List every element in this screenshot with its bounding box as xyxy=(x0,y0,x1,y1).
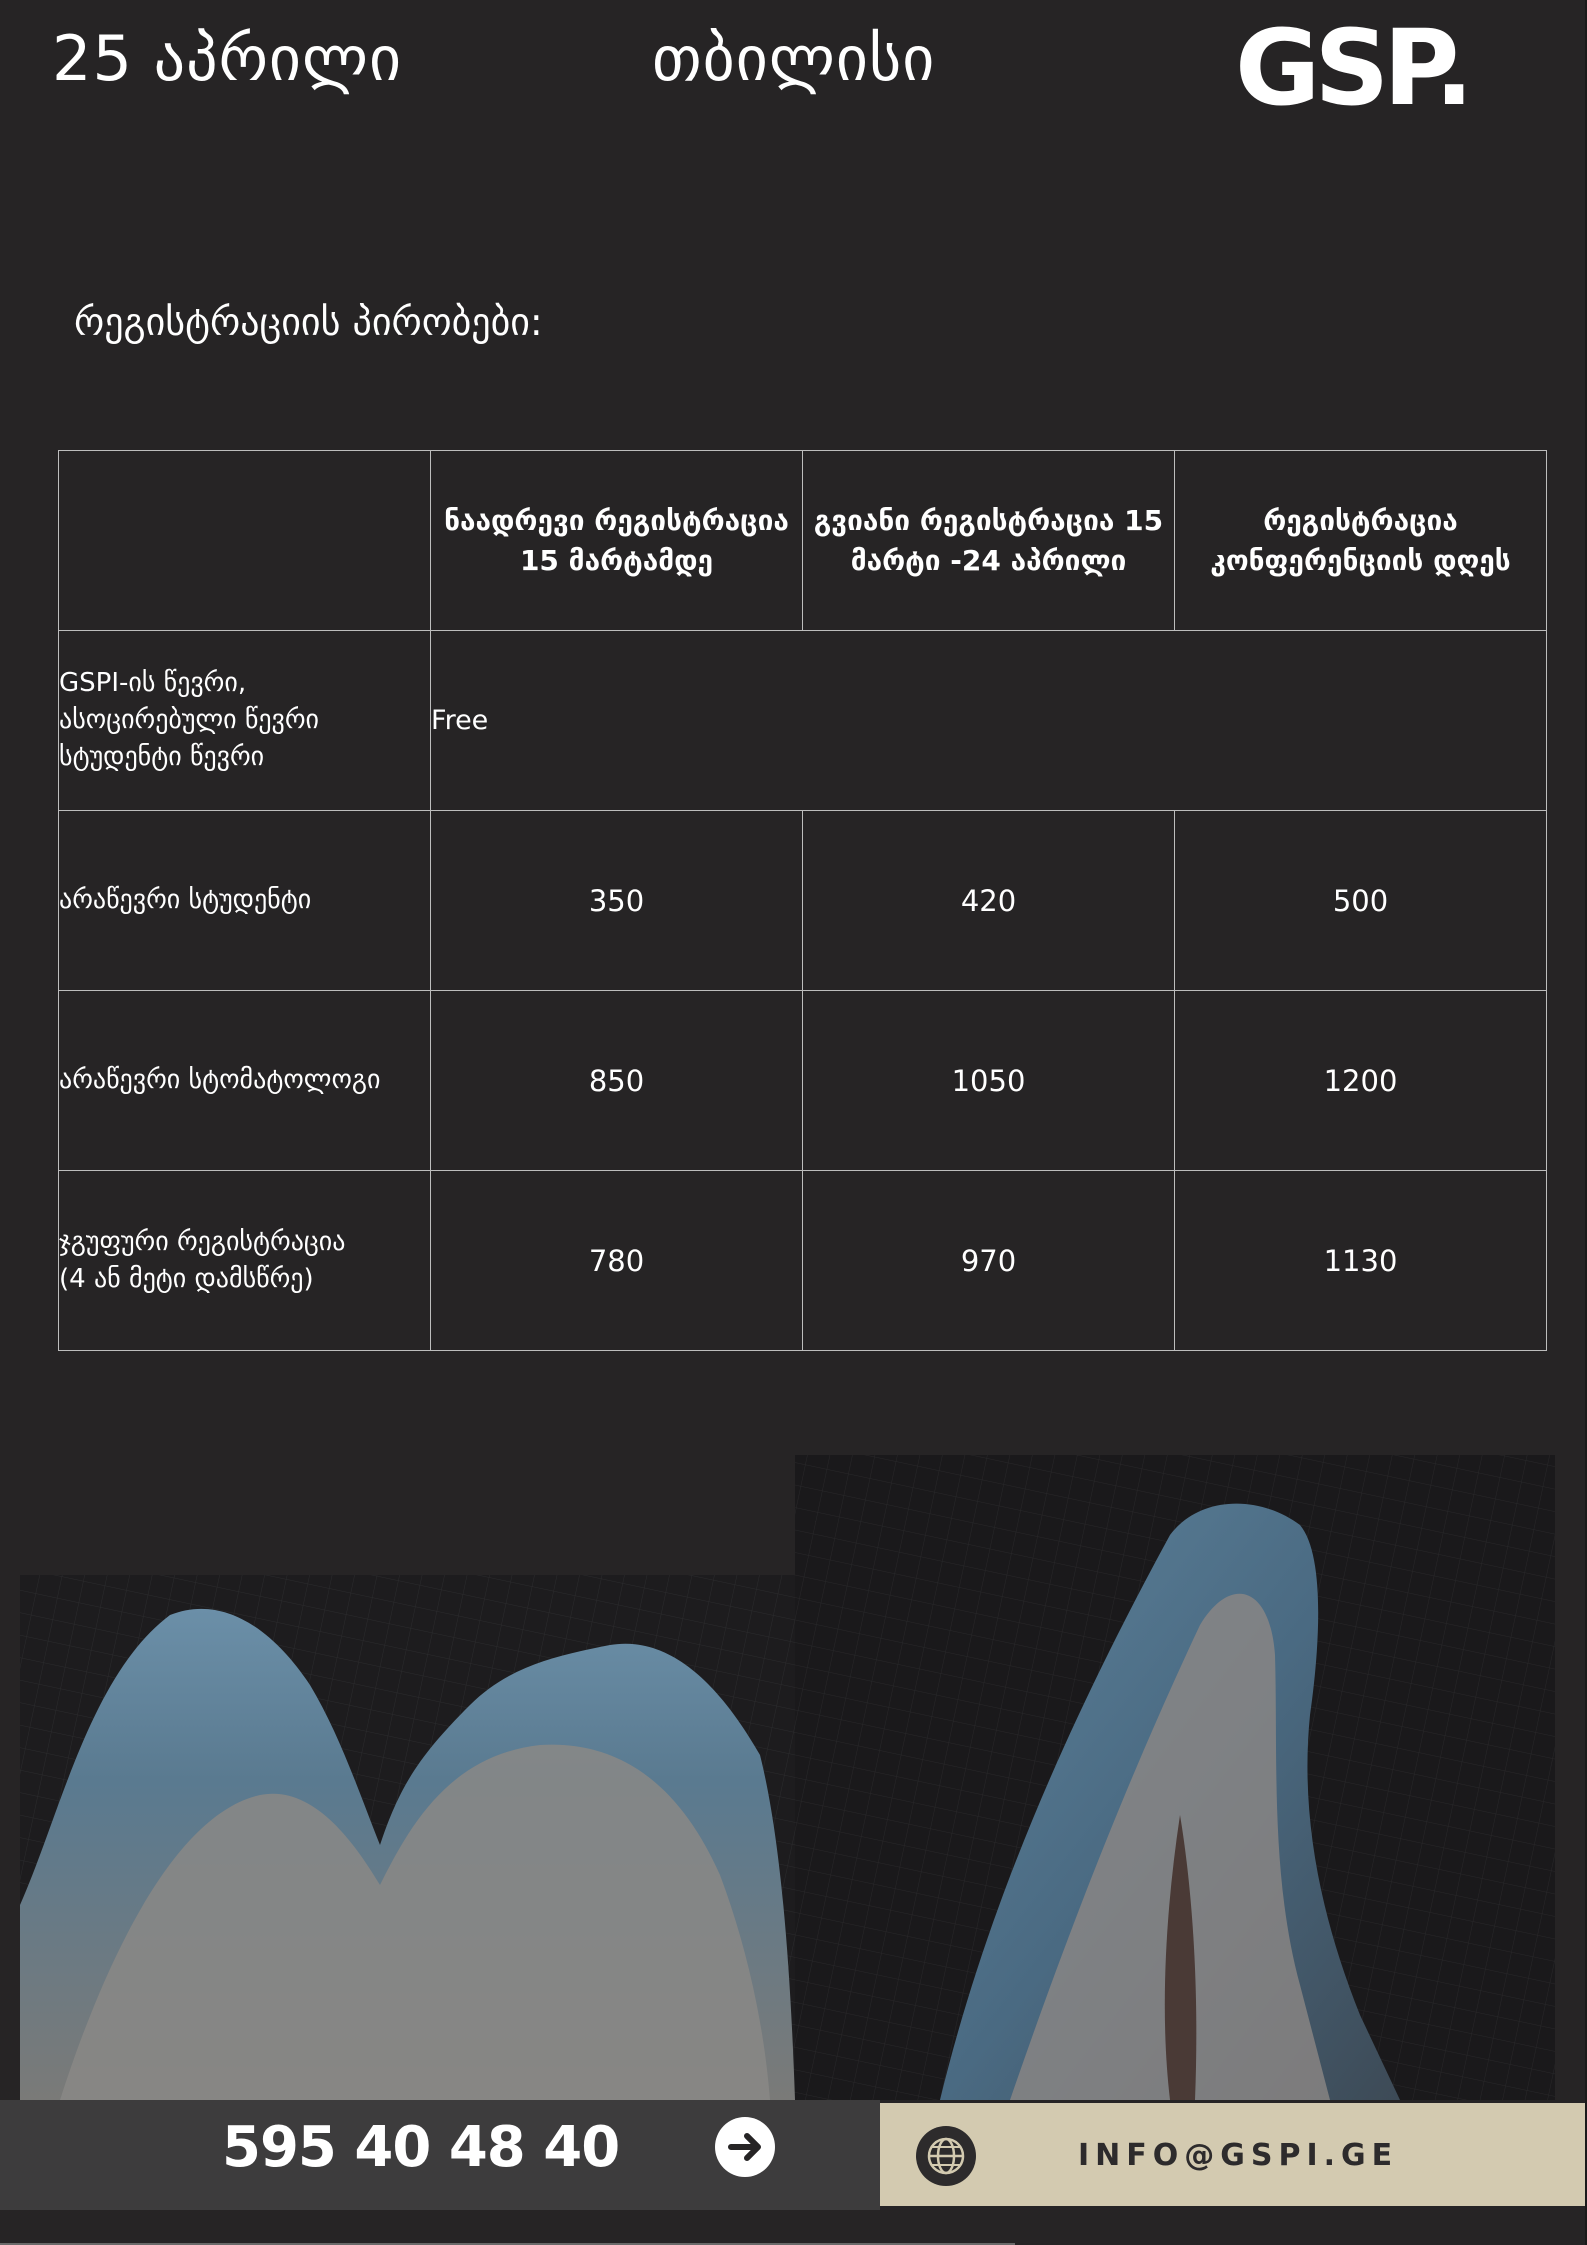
row-label-line: ჯგუფური რეგისტრაცია xyxy=(59,1226,346,1257)
pricing-table xyxy=(58,450,1547,1351)
table-header-row xyxy=(59,451,1547,631)
logo-text: GSP. xyxy=(1235,18,1468,118)
table-header-onsite: რეგისტრაცია კონფერენციის დღეს xyxy=(1175,451,1547,631)
price-cell: 500 xyxy=(1175,811,1547,991)
table-header-empty xyxy=(59,451,431,631)
price-cell: 420 xyxy=(803,811,1175,991)
phone-number[interactable]: 595 40 48 40 xyxy=(222,2115,620,2180)
table-row xyxy=(59,631,1547,811)
row-label-group xyxy=(59,1171,431,1351)
price-cell: 970 xyxy=(803,1171,1175,1351)
table-row xyxy=(59,811,1547,991)
row-label-line: (4 ან მეტი დამსწრე) xyxy=(59,1263,314,1294)
row-label-members xyxy=(59,631,431,811)
email-address[interactable]: INFO@GSPI.GE xyxy=(1078,2138,1399,2173)
table-header-early: ნაადრევი რეგისტრაცია 15 მარტამდე xyxy=(431,451,803,631)
price-cell: 850 xyxy=(431,991,803,1171)
price-cell: 350 xyxy=(431,811,803,991)
gspi-logo xyxy=(1235,18,1495,118)
price-cell: 780 xyxy=(431,1171,803,1351)
row-label-line: GSPI-ის წევრი, xyxy=(59,668,247,698)
row-label-line: სტუდენტი წევრი xyxy=(59,742,265,772)
table-row xyxy=(59,1171,1547,1351)
arrow-right-icon[interactable] xyxy=(715,2117,775,2177)
event-city: თბილისი xyxy=(652,22,936,95)
price-cell: 1200 xyxy=(1175,991,1547,1171)
price-cell: 1050 xyxy=(803,991,1175,1171)
row-label-line: ასოცირებული წევრი xyxy=(59,705,320,735)
teeth-cross-section-image xyxy=(20,1455,1555,2100)
free-value: Free xyxy=(431,631,1547,811)
section-title: რეგისტრაციის პირობები: xyxy=(74,300,543,344)
globe-icon xyxy=(915,2125,977,2187)
row-label: არაწევრი სტომატოლოგი xyxy=(59,991,431,1171)
table-header-late: გვიანი რეგისტრაცია 15 მარტი -24 აპრილი xyxy=(803,451,1175,631)
price-cell: 1130 xyxy=(1175,1171,1547,1351)
row-label: არაწევრი სტუდენტი xyxy=(59,811,431,991)
table-row xyxy=(59,991,1547,1171)
event-date: 25 აპრილი xyxy=(52,22,403,95)
